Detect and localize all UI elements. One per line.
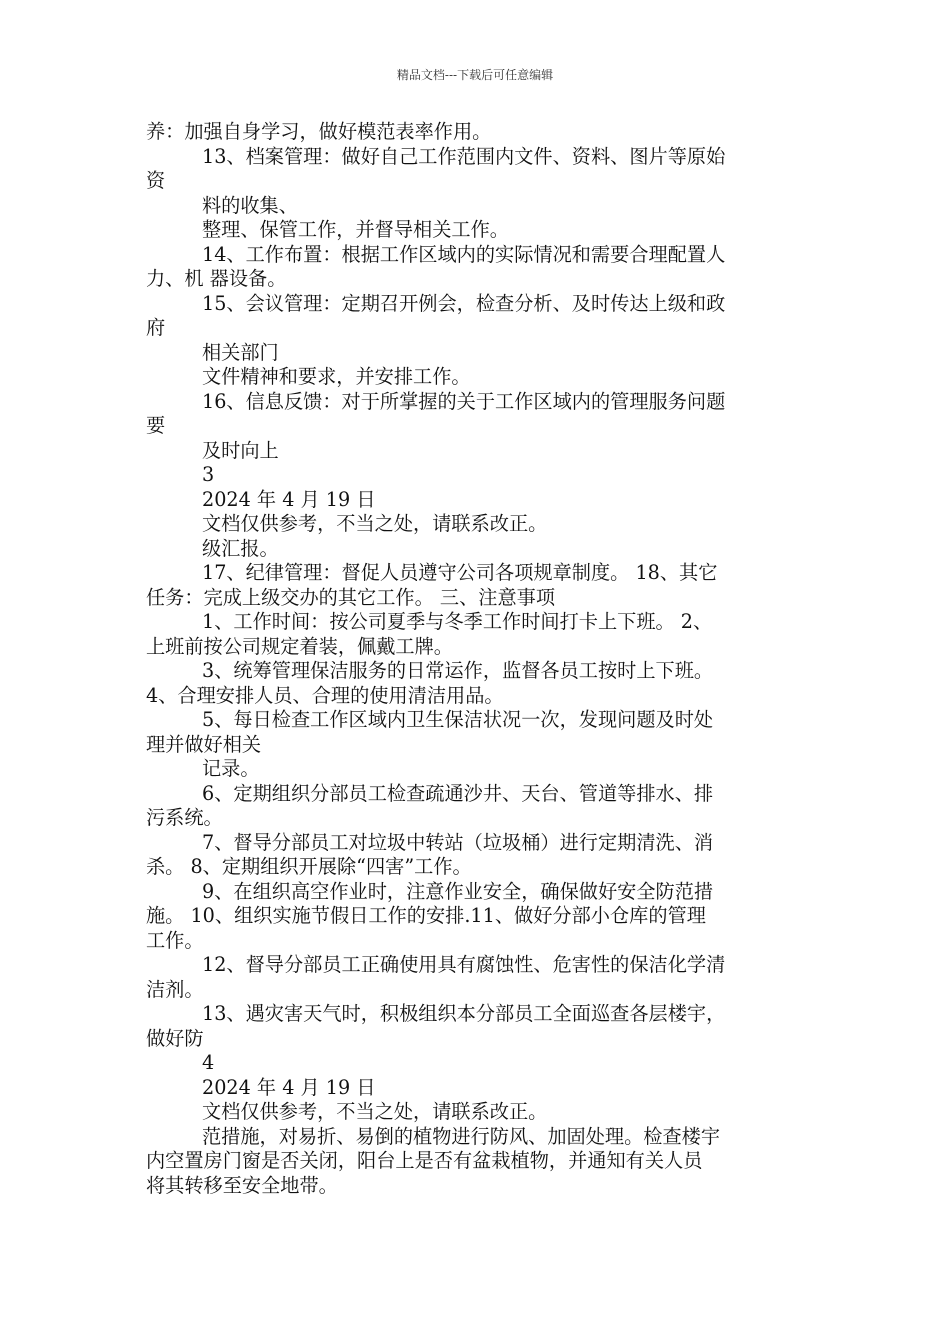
text-line: 12、督导分部员工正确使用具有腐蚀性、危害性的保洁化学清 bbox=[202, 953, 726, 976]
text-line: 府 bbox=[146, 316, 166, 339]
text-line: 文件精神和要求，并安排工作。 bbox=[202, 365, 471, 388]
text-line: 资 bbox=[146, 169, 166, 192]
text-line: 5、每日检查工作区域内卫生保洁状况一次，发现问题及时处 bbox=[202, 708, 714, 731]
text-line: 洁剂。 bbox=[146, 977, 204, 1001]
text-line: 7、督导分部员工对垃圾中转站（垃圾桶）进行定期清洗、消 bbox=[202, 830, 714, 854]
text-line: 范措施，对易折、易倒的植物进行防风、加固处理。检查楼宇 bbox=[202, 1124, 721, 1148]
document-body bbox=[146, 120, 810, 1198]
text-line: 4、合理安排人员、合理的使用清洁用品。 bbox=[146, 683, 504, 707]
text-line: 施。 10、组织实施节假日工作的安排.11、做好分部小仓库的管理 bbox=[146, 904, 706, 927]
text-line: 3 bbox=[202, 463, 215, 486]
text-line: 文档仅供参考，不当之处，请联系改正。 bbox=[202, 1100, 548, 1123]
text-line: 2024 年 4 月 19 日 bbox=[202, 1075, 376, 1099]
text-line: 及时向上 bbox=[202, 438, 279, 462]
text-line: 14、工作布置：根据工作区域内的实际情况和需要合理配置人 bbox=[202, 242, 726, 266]
text-line: 整理、保管工作，并督导相关工作。 bbox=[202, 218, 509, 241]
text-line: 任务：完成上级交办的其它工作。 三、注意事项 bbox=[146, 585, 556, 609]
text-line: 工作。 bbox=[146, 928, 204, 952]
text-line: 3、统筹管理保洁服务的日常运作，监督各员工按时上下班。 bbox=[202, 659, 714, 682]
text-line: 13、遇灾害天气时，积极组织本分部员工全面巡查各层楼宇， bbox=[202, 1002, 726, 1025]
text-line: 相关部门 bbox=[202, 340, 279, 364]
text-line: 力、机 器设备。 bbox=[146, 267, 287, 290]
text-line: 上班前按公司规定着装，佩戴工牌。 bbox=[146, 634, 453, 658]
text-line: 料的收集、 bbox=[202, 193, 298, 217]
text-line: 做好防 bbox=[146, 1026, 204, 1050]
text-line: 污系统。 bbox=[146, 806, 223, 829]
text-line: 文档仅供参考，不当之处，请联系改正。 bbox=[202, 512, 548, 535]
text-line: 17、纪律管理：督促人员遵守公司各项规章制度。 18、其它 bbox=[202, 561, 718, 584]
text-line: 记录。 bbox=[202, 757, 260, 780]
text-line: 内空置房门窗是否关闭，阳台上是否有盆栽植物，并通知有关人员 bbox=[146, 1149, 703, 1172]
text-line: 2024 年 4 月 19 日 bbox=[202, 487, 376, 511]
text-line: 6、定期组织分部员工检查疏通沙井、天台、管道等排水、排 bbox=[202, 781, 714, 805]
text-line: 养：加强自身学习，做好模范表率作用。 bbox=[146, 120, 492, 143]
text-line: 4 bbox=[202, 1051, 215, 1074]
text-line: 要 bbox=[146, 414, 166, 437]
text-line: 将其转移至安全地带。 bbox=[146, 1173, 338, 1197]
text-line: 13、档案管理：做好自己工作范围内文件、资料、图片等原始 bbox=[202, 144, 726, 168]
text-line: 理并做好相关 bbox=[146, 732, 262, 756]
text-line: 1、工作时间：按公司夏季与冬季工作时间打卡上下班。 2、 bbox=[202, 610, 713, 633]
text-line: 级汇报。 bbox=[202, 536, 279, 560]
text-line: 15、会议管理：定期召开例会，检查分析、及时传达上级和政 bbox=[202, 291, 726, 315]
text-line: 16、信息反馈：对于所掌握的关于工作区域内的管理服务问题 bbox=[202, 389, 726, 413]
page-header: 精品文档---下载后可任意编辑 bbox=[396, 68, 554, 82]
text-line: 9、在组织高空作业时，注意作业安全，确保做好安全防范措 bbox=[202, 879, 714, 903]
text-line: 杀。 8、定期组织开展除“四害”工作。 bbox=[146, 855, 472, 878]
